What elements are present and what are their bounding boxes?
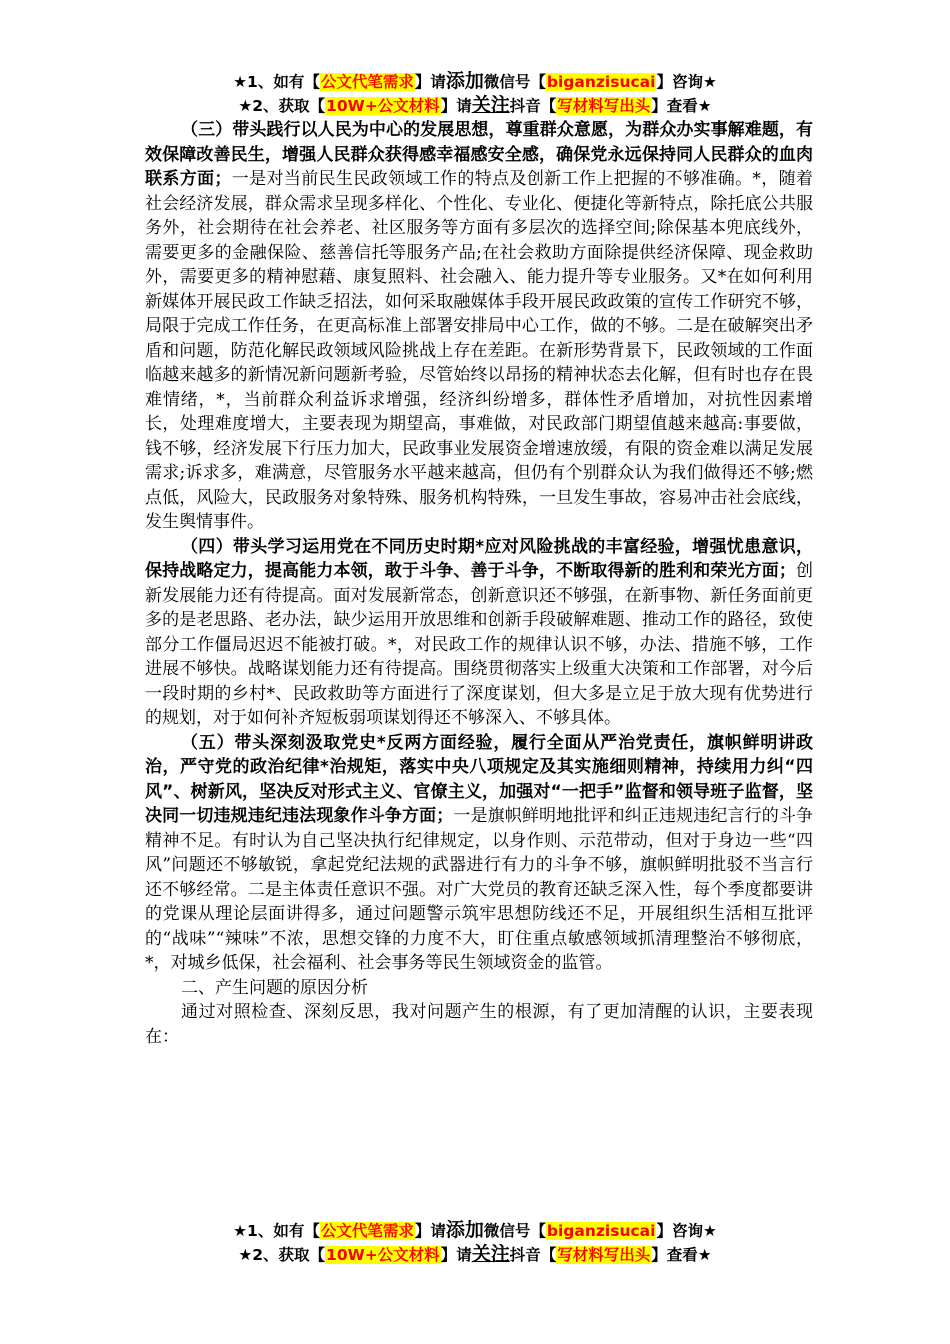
banner-text: 】请 [440, 1246, 472, 1264]
paragraph-heading: （四）带头学习运用党在不同历史时期*应对风险挑战的丰富经验，增强忧患意识，保持战略定力，提高能力本领，敢于斗争、善于斗争，不断取得新的胜利和荣光方面； [145, 536, 813, 581]
paragraph-heading: （三）带头践行以人民为中心的发展思想，尊重群众意愿，为群众办实事解难题，有效保障改善民生，增强人民群众获得感幸福感安全感，确保党永远保持同人民群众的血肉联系方面； [145, 120, 813, 189]
paragraph-intro [145, 1000, 813, 1049]
banner-highlight: biganzisucai [546, 1222, 656, 1240]
banner-text: 】请 [440, 97, 472, 115]
paragraph-text: 创新发展能力还有待提高。面对发展新常态，创新意识还不够强，在新事物、新任务面前更多的是老思路、老办法，缺少运用开放思维和创新手段破解难题、推动工作的路径，致使部分工作僵局迟迟不能被打破。*，对民政工作的规律认识不够，办法、措施不够，工作进展不够快。战略谋划能力还有待提高。围绕贯彻落实上级重大决策和工作部署，对今后一段时期的乡村*、民政救助等方面进行了深度谋划，但大多是立足于放大现有优势进行的规划，对于如何补齐短板弱项谋划得还不够深入、不够具体。 [145, 561, 814, 728]
banner-top-line1 [0, 70, 950, 93]
banner-text: ★2、获取【 [238, 97, 326, 115]
banner-highlight: 10W+公文材料 [326, 97, 440, 115]
banner-text: 】咨询★ [656, 73, 717, 91]
banner-text: 】查看★ [651, 1246, 712, 1264]
banner-text: 微信号【 [483, 73, 546, 91]
paragraph-text: 通过对照检查、深刻反思，我对问题产生的根源，有了更加清醒的认识，主要表现在： [145, 1002, 813, 1047]
banner-text: ★1、如有【 [233, 73, 320, 91]
section-title: 二、产生问题的原因分析 [181, 977, 368, 998]
banner-highlight: 公文代笔需求 [320, 73, 414, 91]
banner-highlight: biganzisucai [546, 73, 656, 91]
section-heading [145, 976, 813, 1001]
banner-highlight: 公文代笔需求 [320, 1222, 414, 1240]
banner-emphasis: 关注 [471, 94, 510, 116]
paragraph-heading: （五）带头深刻汲取党史*反两方面经验，履行全面从严治党责任，旗帜鲜明讲政治，严守党的政治纪律*治规矩，落实中央八项规定及其实施细则精神，持续用力纠“四风”、树新风，坚决反对形式主义、官僚主义，加强对“一把手”监督和领导班子监督，坚决同一切违规违纪违法现象作斗争方面； [145, 732, 813, 826]
paragraph-3 [145, 118, 813, 535]
banner-text: ★1、如有【 [233, 1222, 320, 1240]
paragraph-5 [145, 731, 813, 976]
banner-top-line2 [0, 94, 950, 117]
banner-text: 抖音【 [509, 1246, 557, 1264]
banner-text: 】咨询★ [656, 1222, 717, 1240]
paragraph-4 [145, 535, 813, 731]
banner-text: ★2、获取【 [238, 1246, 326, 1264]
banner-text: 】查看★ [651, 97, 712, 115]
banner-highlight: 写材料写出头 [557, 1246, 651, 1264]
banner-bottom-line1 [0, 1219, 950, 1242]
paragraph-text: 一是旗帜鲜明地批评和纠正违规违纪言行的斗争精神不足。有时认为自己坚决执行纪律规定，以身作则、示范带动，但对于身边一些“四风”问题还不够敏锐，拿起党纪法规的武器进行有力的斗争不够，旗帜鲜明批驳不当言行还不够经常。二是主体责任意识不强。对广大党员的教育还缺乏深入性，每个季度都要讲的党课从理论层面讲得多，通过问题警示筑牢思想防线还不足，开展组织生活相互批评的“战味”“辣味”不浓，思想交锋的力度不大，盯住重点敏感领域抓清理整治不够彻底，*，对城乡低保，社会福利、社会事务等民生领域资金的监管。 [145, 806, 814, 973]
banner-emphasis: 关注 [471, 1243, 510, 1265]
paragraph-text: 一是对当前民生民政领域工作的特点及创新工作上把握的不够准确。*，随着社会经济发展，群众需求呈现多样化、个性化、专业化、便捷化等新特点，除托底公共服务外，社会期待在社会养老、社区服务等方面有多层次的选择空间;除保基本兜底线外，需要更多的金融保险、慈善信托等服务产品;在社会救助方面除提供经济保障、现金救助外，需要更多的精神慰藉、康复照料、社会融入、能力提升等专业服务。又*在如何利用新媒体开展民政工作缺乏招法，如何采取融媒体手段开展民政政策的宣传工作研究不够，局限于完成工作任务，在更高标准上部署安排局中心工作，做的不够。二是在破解突出矛盾和问题，防范化解民政领域风险挑战上存在差距。在新形势背景下，民政领域的工作面临越来越多的新情况新问题新考验，尽管始终以昂扬的精神状态去化解，但有时也存在畏难情绪，*，当前群众利益诉求增强，经济纠纷增多，群体性矛盾增加，对抗性因素增长，处理难度增大，主要表现为期望高，事难做，对民政部门期望值越来越高:事要做，钱不够，经济发展下行压力加大，民政事业发展资金增速放缓，有限的资金难以满足发展需求;诉求多，难满意，尽管服务水平越来越高，但仍有个别群众认为我们做得还不够;燃点低，风险大，民政服务对象特殊、服务机构特殊，一旦发生事故，容易冲击社会底线，发生舆情事件。 [145, 169, 813, 532]
banner-text: 】请 [414, 1222, 446, 1240]
banner-bottom-line2 [0, 1243, 950, 1266]
banner-text: 】请 [414, 73, 446, 91]
banner-text: 抖音【 [509, 97, 557, 115]
banner-text: 微信号【 [483, 1222, 546, 1240]
banner-highlight: 10W+公文材料 [326, 1246, 440, 1264]
banner-emphasis: 添加 [445, 70, 484, 92]
banner-emphasis: 添加 [445, 1219, 484, 1241]
banner-highlight: 写材料写出头 [557, 97, 651, 115]
document-body [145, 118, 813, 1049]
